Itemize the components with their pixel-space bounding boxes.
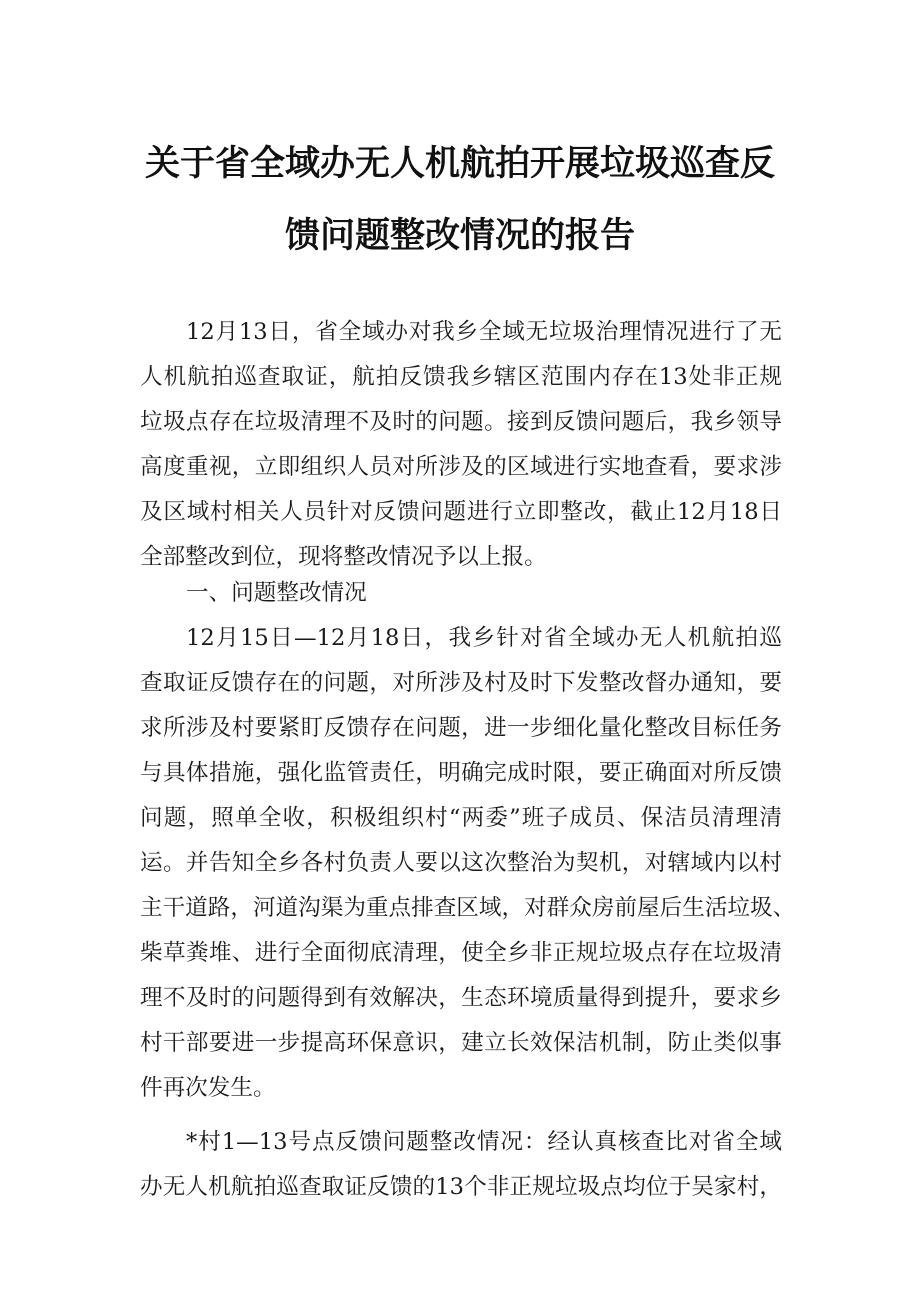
paragraph-3-line: 办无人机航拍巡查取证反馈的13个非正规垃圾点均位于吴家村， <box>140 1174 782 1200</box>
paragraph-2-line: 求所涉及村要紧盯反馈存在问题，进一步细化量化整改目标任务 <box>140 715 782 741</box>
paragraph-1-line: 高度重视，立即组织人员对所涉及的区域进行实地查看，要求涉 <box>140 454 782 480</box>
paragraph-1-line: 12月13日，省全域办对我乡全域无垃圾治理情况进行了无 <box>186 319 782 345</box>
paragraph-2-line: 村干部要进一步提高环保意识，建立长效保洁机制，防止类似事 <box>140 1030 782 1056</box>
paragraph-2-line: 运。并告知全乡各村负责人要以这次整治为契机，对辖域内以村 <box>140 850 782 876</box>
paragraph-2-line: 主干道路，河道沟渠为重点排查区域，对群众房前屋后生活垃圾、 <box>140 895 796 921</box>
paragraph-1-line: 及区域村相关人员针对反馈问题进行立即整改，截止12月18日 <box>140 499 782 525</box>
section-heading: 一、问题整改情况 <box>186 580 367 606</box>
paragraph-2-line: 12月15日—12月18日，我乡针对省全域办无人机航拍巡 <box>186 625 782 651</box>
paragraph-1-line: 全部整改到位，现将整改情况予以上报。 <box>140 544 547 570</box>
paragraph-3-line: *村1—13号点反馈问题整改情况：经认真核查比对省全域 <box>186 1129 782 1155</box>
document-title-line-2: 馈问题整改情况的报告 <box>284 216 635 256</box>
paragraph-2-line: 件再次发生。 <box>140 1075 276 1101</box>
paragraph-1-line: 人机航拍巡查取证，航拍反馈我乡辖区范围内存在13处非正规 <box>140 364 782 390</box>
paragraph-1-line: 垃圾点存在垃圾清理不及时的问题。接到反馈问题后，我乡领导 <box>140 409 782 435</box>
paragraph-2-line: 理不及时的问题得到有效解决，生态环境质量得到提升，要求乡 <box>140 985 782 1011</box>
paragraph-2-line: 与具体措施，强化监管责任，明确完成时限，要正确面对所反馈 <box>140 760 782 786</box>
document-title-line-1: 关于省全域办无人机航拍开展垃圾巡查反 <box>144 144 775 184</box>
paragraph-2-line: 问题，照单全收，积极组织村“两委”班子成员、保洁员清理清 <box>140 805 782 831</box>
paragraph-2-line: 查取证反馈存在的问题，对所涉及村及时下发整改督办通知，要 <box>140 670 782 696</box>
paragraph-2-line: 柴草粪堆、进行全面彻底清理，使全乡非正规垃圾点存在垃圾清 <box>140 940 782 966</box>
